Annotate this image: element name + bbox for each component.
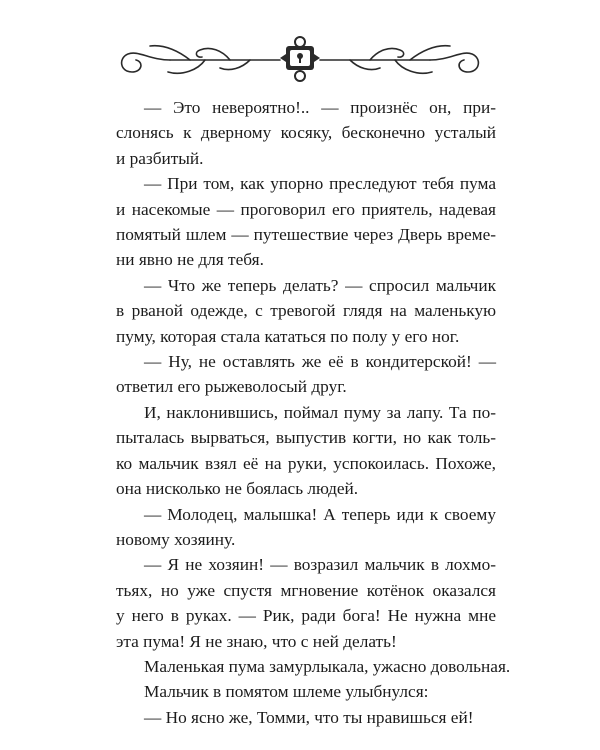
- text-line: и разбитый.: [116, 148, 204, 168]
- text-line: пыталась вырваться, выпустив когти, но как толь-: [116, 428, 496, 448]
- text-line: помятый шлем — путешествие через Дверь време-: [116, 225, 496, 245]
- paragraph: [116, 679, 496, 704]
- text-line: в рваной одежде, с тревогой глядя на маленькую: [116, 301, 496, 321]
- text-line: эта пума! Я не знаю, что с ней делать!: [116, 631, 397, 651]
- text-line: тьях, но уже спустя мгновение котёнок оказался: [116, 580, 496, 600]
- paragraph: [116, 502, 496, 553]
- text-line: новому хозяину.: [116, 529, 236, 549]
- lock-icon: [280, 37, 320, 81]
- text-line: — Что же теперь делать? — спросил мальчик: [144, 275, 496, 295]
- text-line: у него в руках. — Рик, ради бога! Не нужна мне: [116, 606, 496, 626]
- text-line: — Я не хозяин! — возразил мальчик в лохмо-: [144, 555, 496, 575]
- text-line: ни явно не для тебя.: [116, 250, 264, 270]
- paragraph: [116, 552, 496, 654]
- paragraph: [116, 273, 496, 349]
- text-line: — Молодец, малышка! А теперь иди к своему: [144, 504, 496, 524]
- text-line: — Ну, не оставлять же её в кондитерской! —: [144, 352, 496, 372]
- paragraph: [116, 171, 496, 273]
- text-line: пуму, которая стала кататься по полу у его ног.: [116, 326, 460, 346]
- paragraph: [116, 349, 496, 400]
- text-line: И, наклонившись, поймал пуму за лапу. Та по-: [144, 402, 496, 422]
- text-line: Мальчик в помятом шлеме улыбнулся:: [144, 682, 429, 702]
- text-line: ответил его рыжеволосый друг.: [116, 377, 347, 397]
- text-line: ко мальчик взял её на руки, успокоилась. Похоже,: [116, 453, 496, 473]
- text-line: и насекомые — проговорил его приятель, надевая: [116, 199, 496, 219]
- text-line: она нисколько не боялась людей.: [116, 479, 359, 499]
- paragraph: [116, 400, 496, 502]
- ornament-flourish: [110, 30, 490, 90]
- paragraph: [116, 705, 496, 730]
- paragraph: [116, 95, 496, 171]
- story-text: [116, 95, 511, 730]
- text-line: — Но ясно же, Томми, что ты нравишься ей!: [144, 707, 474, 727]
- text-line: Маленькая пума замурлыкала, ужасно довольная.: [144, 656, 511, 676]
- text-line: — Это невероятно!.. — произнёс он, при-: [144, 98, 496, 117]
- text-line: — При том, как упорно преследуют тебя пума: [144, 174, 496, 194]
- paragraph: [116, 654, 511, 679]
- text-line: слонясь к дверному косяку, бесконечно усталый: [116, 123, 496, 143]
